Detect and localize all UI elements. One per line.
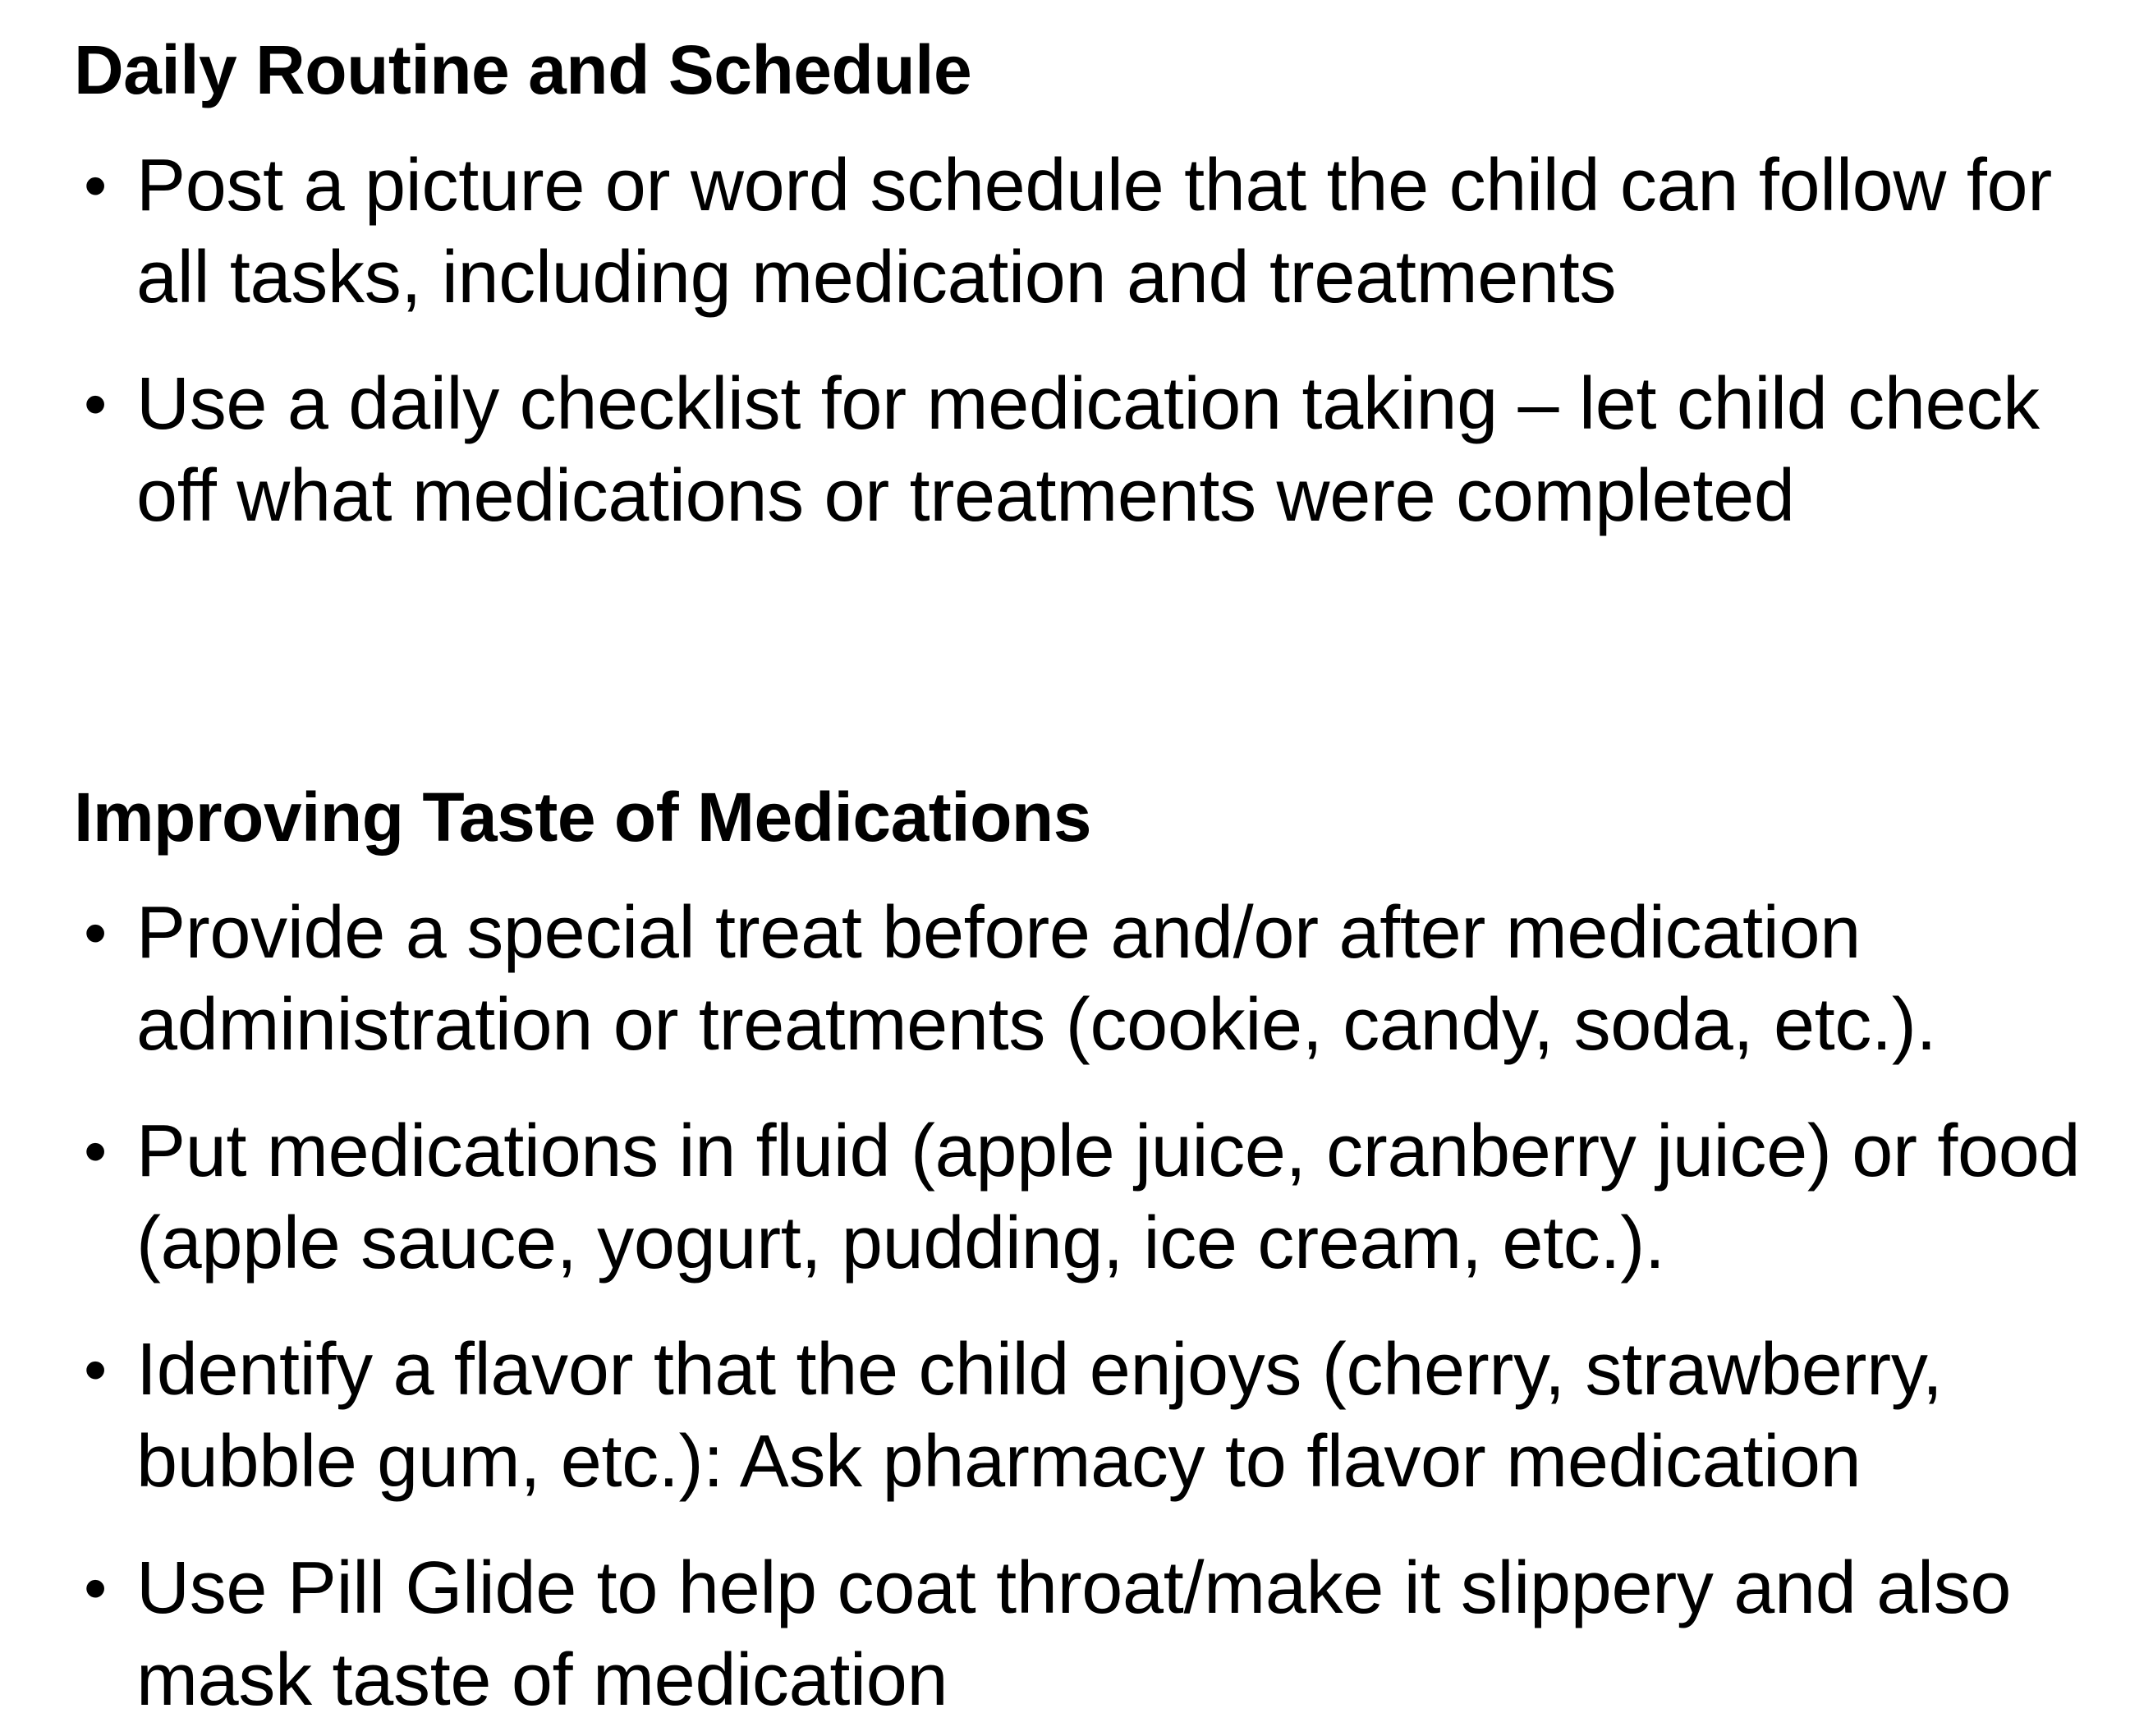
list-item [74, 1542, 2110, 1726]
bullet-icon: • [84, 367, 107, 440]
bullet-icon: • [84, 1333, 107, 1406]
bullet-text: Put medications in fluid (apple juice, cranberry juice) or food (apple sauce, yogurt, pudding, ice cream, etc.). [136, 1110, 2081, 1284]
section-improving-taste [74, 772, 2110, 1726]
bullet-text: Post a picture or word schedule that the child can follow for all tasks, including medication and treatments [136, 145, 2052, 319]
bullet-text: Provide a special treat before and/or after medication administration or treatments (cookie, candy, soda, etc.). [136, 892, 1937, 1066]
list-item [74, 1105, 2110, 1289]
bullet-text: Use a daily checklist for medication taking – let child check off what medications or treatments were completed [136, 363, 2040, 537]
bullet-text: Identify a flavor that the child enjoys (cherry, strawberry, bubble gum, etc.): Ask pharmacy to flavor medication [136, 1329, 1943, 1503]
list-item [74, 887, 2110, 1071]
bullet-text: Use Pill Glide to help coat throat/make it slippery and also mask taste of medication [136, 1547, 2012, 1721]
bullet-list [74, 140, 2110, 542]
list-item [74, 140, 2110, 324]
section-daily-routine [74, 25, 2110, 542]
section-heading: Daily Routine and Schedule [74, 31, 972, 108]
bullet-icon: • [84, 1551, 107, 1624]
list-item [74, 358, 2110, 542]
bullet-icon: • [84, 896, 107, 969]
bullet-icon: • [84, 1114, 107, 1187]
bullet-list [74, 887, 2110, 1726]
bullet-icon: • [84, 149, 107, 222]
list-item [74, 1324, 2110, 1508]
section-heading: Improving Taste of Medications [74, 778, 1091, 856]
